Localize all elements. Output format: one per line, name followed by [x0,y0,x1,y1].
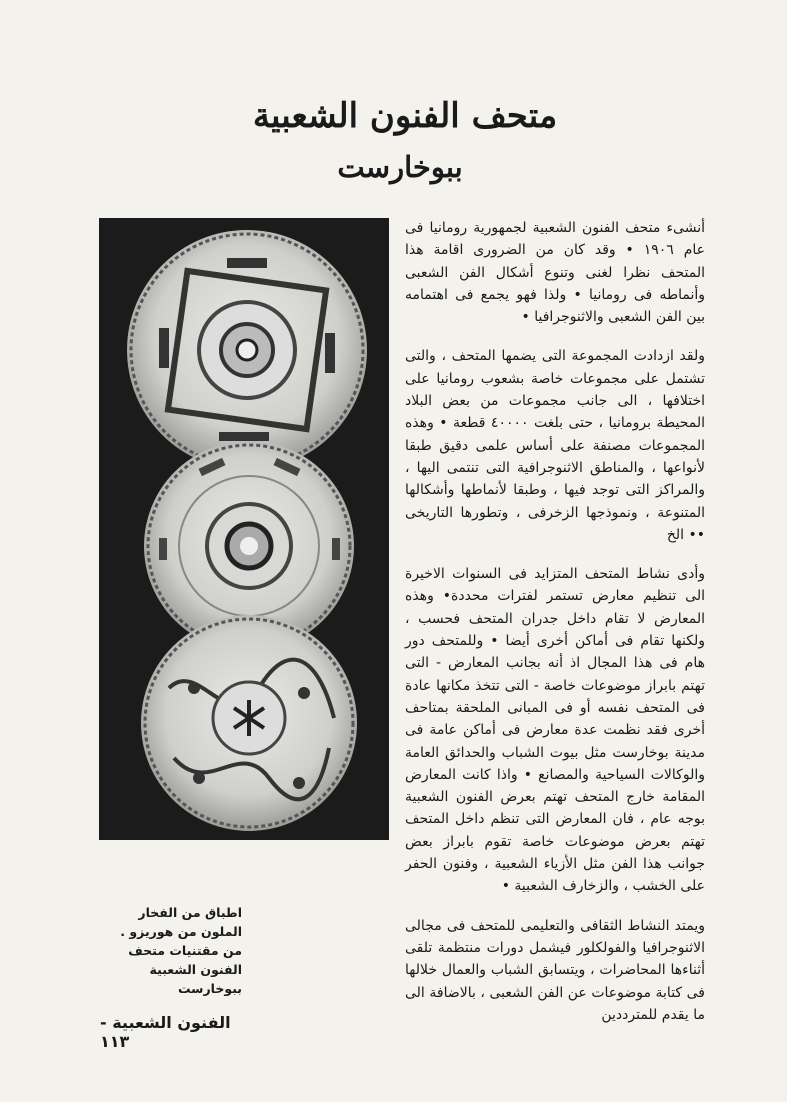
photo-caption: اطباق من الفخار الملون من هوريزو . من مقتنيات متحف الفنون الشعبية ببوخارست [120,905,242,996]
page-footer: الفنون الشعبية - ١١٣ [100,1013,231,1051]
article-body [405,217,705,1043]
article-paragraph: أنشىء متحف الفنون الشعبية لجمهورية رومانيا فى عام ١٩٠٦ • وقد كان من الضرورى اقامة هذا المتحف نظرا لغنى وتنوع أشكال الفن الشعبى وأنماطه فى رومانيا • ولذا فهو يجمع فى اهتمامه بين الفن الشعبى والاثنوجرافيا • [405,220,705,326]
plate-top [127,230,367,470]
article-paragraph: ولقد ازدادت المجموعة التى يضمها المتحف ، والتى تشتمل على مجموعات خاصة بشعوب رومانيا على اختلافها ، الى جانب مجموعات من بعض البلاد المحيطة برومانيا ، حتى بلغت ٤٠٠٠٠ قطعة • وهذه المجموعات مصنفة على أساس علمى دقيق طبقا لأنواعها ، والمناطق الاثنوجرافية التى تنتمى اليها ، والمراكز التى توجد فيها ، وطبقا لأنماطها وأشكالها المتنوعة ، ونموذجها الزخرفى ، وتطورها التاريخى •• الخ [405,348,705,543]
page-title: متحف الفنون الشعبية [252,96,558,136]
page-subtitle: ببوخارست [337,150,463,184]
article-paragraph: وأدى نشاط المتحف المتزايد فى السنوات الاخيرة الى تنظيم معارض تستمر لفترات محددة• وهذه المعارض لا تقام داخل جدران المتحف فحسب ، ولكنها تقام فى أماكن أخرى أيضا • وللمتحف دور هام فى هذا المجال اذ أنه بجانب المعارض - التى تهتم بابراز موضوعات خاصة - التى تتخذ مكانها عادة فى المتحف نفسه أو فى المبانى الملحقة بمتاحف أخرى فقد نظمت عدة معارض فى أماكن عامة فى مدينة بوخارست مثل بيوت الشباب والحدائق العامة والوكالات السياحية والمصانع • واذا كانت المعارض المقامة خارج المتحف تهتم بعرض الفنون الشعبية بوجه عام ، فان المعارض التى تنظم داخل المتحف تهتم بعرض موضوعات خاصة تقوم بابراز بعض جوانب هذا الفن مثل الأزياء الشعبية ، وفنون الحفر على الخشب ، والزخارف الشعبية • [405,566,705,895]
pottery-photo [99,218,389,840]
plate-bottom [141,615,357,831]
article-paragraph: ويمتد النشاط الثقافى والتعليمى للمتحف فى مجالى الاثنوجرافيا والفولكلور فيشمل دورات منتظمة تلقى أثناءها المحاضرات ، ويتسابق الشباب والعمال خلالها فى كتابة موضوعات عن الفن الشعبى ، بالاضافة الى ما يقدم للمترددين [405,917,705,1023]
